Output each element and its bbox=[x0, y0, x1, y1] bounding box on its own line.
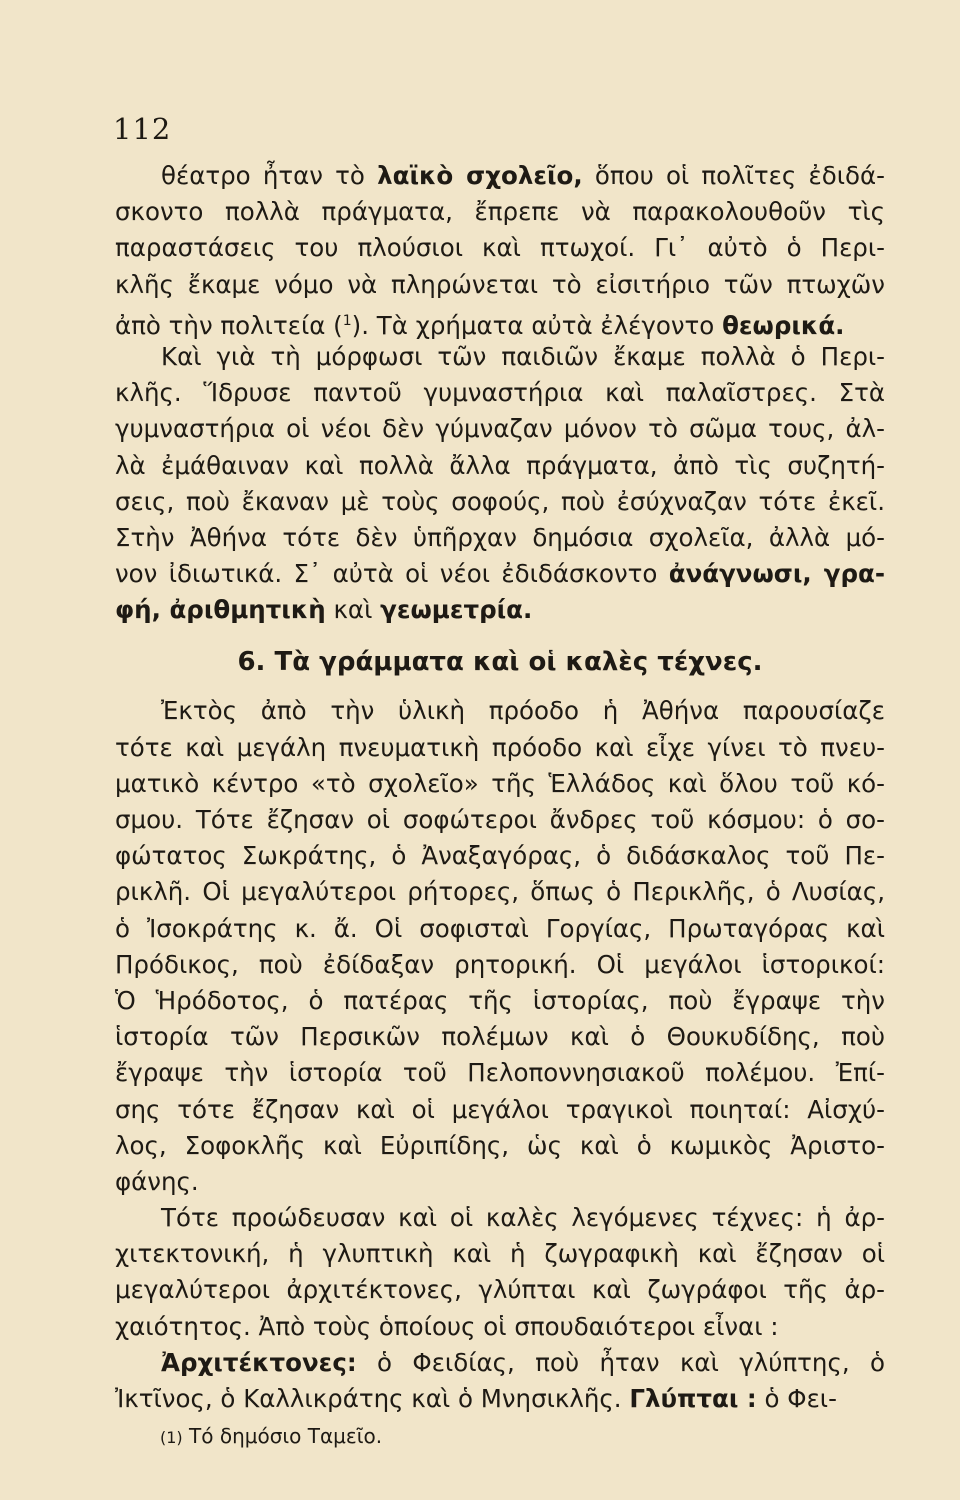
text-line bbox=[115, 592, 885, 628]
text-line bbox=[115, 1272, 885, 1308]
bold-term: ἀνάγνωσι, γρα- bbox=[668, 559, 885, 589]
text-segment: Στὴν Ἀθήνα τότε δὲν ὑπῆρχαν δημόσια σχολεῖα, ἀλλὰ μό- bbox=[115, 522, 885, 552]
text-segment: γυμναστήρια οἱ νέοι δὲν γύμναζαν μόνον τὸ σῶμα τους, ἀλ- bbox=[115, 414, 885, 444]
text-segment: θέατρο ἦταν τὸ bbox=[161, 161, 378, 190]
text-line bbox=[115, 838, 885, 874]
bold-term: Ἀρχιτέκτονες: bbox=[161, 1347, 357, 1377]
text-line bbox=[115, 1236, 885, 1272]
text-segment: κλῆς ἔκαμε νόμο νὰ πληρώνεται τὸ εἰσιτήριο τῶν πτωχῶν bbox=[115, 269, 885, 299]
text-line bbox=[115, 1055, 885, 1091]
text-line bbox=[115, 1345, 885, 1381]
footnote-reference: 1 bbox=[342, 312, 352, 329]
body-text bbox=[115, 158, 885, 1417]
text-line bbox=[115, 339, 885, 375]
text-segment: ματικὸ κέντρο «τὸ σχολεῖο» τῆς Ἑλλάδος καὶ ὅλου τοῦ κό- bbox=[115, 768, 885, 798]
text-line bbox=[115, 947, 885, 983]
text-line bbox=[115, 303, 885, 339]
text-segment: ὁ Φει- bbox=[756, 1384, 837, 1413]
text-segment: σης τότε ἔζησαν καὶ οἱ μεγάλοι τραγικοὶ ποιηταί: Αἰσχύ- bbox=[115, 1094, 885, 1124]
text-line bbox=[115, 194, 885, 230]
text-segment: φώτατος Σωκράτης, ὁ Ἀναξαγόρας, ὁ διδάσκαλος τοῦ Πε- bbox=[115, 841, 885, 871]
text-line bbox=[115, 448, 885, 484]
text-segment: τότε καὶ μεγάλη πνευματικὴ πρόοδο καὶ εἶχε γίνει τὸ πνευ- bbox=[115, 732, 885, 762]
bold-term: θεωρικά. bbox=[722, 310, 845, 339]
bold-term: φή, ἀριθμητικὴ bbox=[115, 595, 326, 625]
text-segment: ἀπὸ τὴν πολιτεία ( bbox=[115, 310, 343, 339]
text-line bbox=[115, 484, 885, 520]
text-segment: χαιότητος. Ἀπὸ τοὺς ὁποίους οἱ σπουδαιότεροι εἶναι : bbox=[115, 1311, 779, 1341]
text-line bbox=[115, 1200, 885, 1236]
text-line bbox=[115, 1381, 885, 1417]
text-line bbox=[115, 158, 885, 194]
text-segment: Τότε προώδευσαν καὶ οἱ καλὲς λεγόμενες τέχνες: ἡ ἀρ- bbox=[161, 1203, 885, 1233]
text-line bbox=[115, 375, 885, 411]
text-line bbox=[115, 1019, 885, 1055]
text-line bbox=[115, 1128, 885, 1164]
text-segment: Ὁ Ἡρόδοτος, ὁ πατέρας τῆς ἱστορίας, ποὺ ἔγραψε τὴν bbox=[115, 985, 885, 1015]
text-segment: ὁ Φειδίας, ποὺ ἦταν καὶ γλύπτης, ὁ bbox=[356, 1347, 885, 1377]
text-segment: ). Τὰ χρήματα αὐτὰ ἐλέγοντο bbox=[351, 310, 723, 339]
section-heading: 6. Τὰ γράμματα καὶ οἱ καλὲς τέχνες. bbox=[237, 647, 763, 678]
text-segment: σεις, ποὺ ἔκαναν μὲ τοὺς σοφούς, ποὺ ἐσύχναζαν τότε ἐκεῖ. bbox=[115, 486, 885, 516]
text-line bbox=[115, 693, 885, 729]
text-line bbox=[115, 230, 885, 266]
text-line bbox=[115, 874, 885, 910]
text-segment: Ἰκτῖνος, ὁ Καλλικράτης καὶ ὁ Μνησικλῆς. bbox=[115, 1384, 630, 1413]
text-segment: νον ἰδιωτικά. Σ᾽ αὐτὰ οἱ νέοι ἐδιδάσκοντο bbox=[115, 559, 669, 589]
text-segment: ἔγραψε τὴν ἱστορία τοῦ Πελοποννησιακοῦ πολέμου. Ἐπί- bbox=[115, 1058, 885, 1088]
text-segment: χιτεκτονική, ἡ γλυπτικὴ καὶ ἡ ζωγραφικὴ καὶ ἔζησαν οἱ bbox=[115, 1239, 885, 1269]
text-segment: παραστάσεις του πλούσιοι καὶ πτωχοί. Γι᾽ αὐτὸ ὁ Περι- bbox=[115, 233, 885, 263]
text-line bbox=[115, 983, 885, 1019]
text-line bbox=[115, 1164, 885, 1200]
text-segment: ὁ Ἰσοκράτης κ. ἄ. Οἱ σοφισταὶ Γοργίας, Πρωταγόρας καὶ bbox=[115, 913, 885, 943]
text-line bbox=[115, 556, 885, 592]
text-segment: Καὶ γιὰ τὴ μόρφωσι τῶν παιδιῶν ἔκαμε πολλὰ ὁ Περι- bbox=[161, 341, 885, 371]
paragraph-school-theatre bbox=[115, 158, 885, 628]
text-segment: μεγαλύτεροι ἀρχιτέκτονες, γλύπται καὶ ζωγράφοι τῆς ἀρ- bbox=[115, 1275, 885, 1305]
text-segment: λὰ ἐμάθαιναν καὶ πολλὰ ἄλλα πράγματα, ἀπὸ τὶς συζητή- bbox=[115, 450, 885, 480]
text-line bbox=[115, 766, 885, 802]
text-segment: σμου. Τότε ἔζησαν οἱ σοφώτεροι ἄνδρες τοῦ κόσμου: ὁ σο- bbox=[115, 805, 885, 834]
text-line bbox=[115, 1092, 885, 1128]
footnote-mark: (1) bbox=[160, 1428, 183, 1447]
text-line bbox=[115, 802, 885, 838]
bold-term: Γλύπται : bbox=[629, 1384, 757, 1413]
footnote bbox=[160, 1424, 382, 1448]
page-number: 112 bbox=[113, 112, 172, 146]
text-segment: ὅπου οἱ πολῖτες ἐδιδά- bbox=[582, 161, 885, 190]
text-line bbox=[115, 730, 885, 766]
text-line bbox=[115, 267, 885, 303]
paragraph-arts bbox=[115, 1200, 885, 1417]
text-segment: φάνης. bbox=[115, 1166, 199, 1196]
text-segment: κλῆς. Ἵδρυσε παντοῦ γυμναστήρια καὶ παλαῖστρες. Στὰ bbox=[115, 378, 885, 408]
text-segment: Ἐκτὸς ἀπὸ τὴν ὑλικὴ πρόοδο ἡ Ἀθήνα παρουσίαζε bbox=[161, 696, 885, 726]
text-line bbox=[115, 411, 885, 447]
text-segment: ἱστορία τῶν Περσικῶν πολέμων καὶ ὁ Θουκυδίδης, ποὺ bbox=[115, 1022, 885, 1052]
text-line bbox=[115, 1309, 885, 1345]
footnote-text: Τό δημόσιο Ταμεῖο. bbox=[189, 1424, 383, 1448]
paragraph-letters bbox=[115, 693, 885, 1200]
text-segment: καὶ bbox=[325, 595, 381, 625]
text-line bbox=[115, 520, 885, 556]
bold-term: λαϊκὸ σχολεῖο, bbox=[377, 161, 583, 190]
text-segment: Πρόδικος, ποὺ ἐδίδαξαν ρητορική. Οἱ μεγάλοι ἱστορικοί: bbox=[115, 949, 885, 979]
bold-term: γεωμετρία. bbox=[380, 595, 533, 625]
text-segment: ρικλῆ. Οἱ μεγαλύτεροι ρήτορες, ὅπως ὁ Περικλῆς, ὁ Λυσίας, bbox=[115, 877, 885, 907]
text-segment: σκοντο πολλὰ πράγματα, ἔπρεπε νὰ παρακολουθοῦν τὶς bbox=[115, 197, 885, 227]
text-segment: λος, Σοφοκλῆς καὶ Εὐριπίδης, ὡς καὶ ὁ κωμικὸς Ἀριστο- bbox=[115, 1130, 885, 1160]
text-line bbox=[115, 911, 885, 947]
